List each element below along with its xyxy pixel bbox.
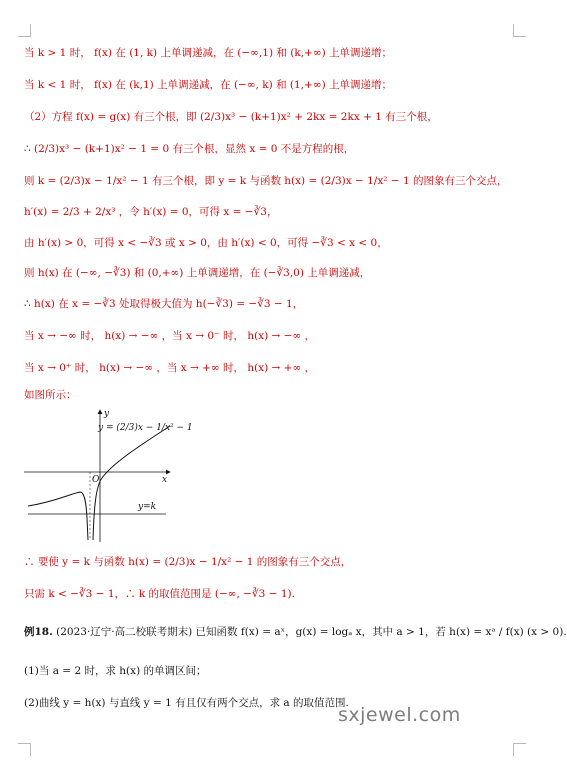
solution-line-8: 则 h(x) 在 (−∞, −∛3) 和 (0,+∞) 上单调递增，在 (−∛3,0) 上单调递减， [24,267,371,279]
example-tag: 例18. [24,626,53,638]
figure-caption: 如图所示： [24,389,77,401]
line-k-label: y=k [138,502,157,512]
solution-line-4: ∴ (2/3)x³ − (k+1)x² − 1 = 0 有三个根，显然 x = 0 不是方程的根， [24,143,355,155]
curve-right-branch [93,426,170,540]
example-question-2: (2)曲线 y = h(x) 与直线 y = 1 有且仅有两个交点，求 a 的取值范围. [24,697,349,709]
curve-label: y = (2/3)x − 1/x² − 1 [98,423,193,433]
solution-line-7: 由 h′(x) > 0，可得 x < −∛3 或 x > 0，由 h′(x) < 0，可得 −∛3 < x < 0， [24,237,388,249]
solution-line-10: 当 x → −∞ 时， h(x) → −∞ ，当 x → 0⁻ 时， h(x) → −∞ ， [24,330,316,342]
solution-line-5: 则 k = (2/3)x − 1/x² − 1 有三个根，即 y = k 与函数 h(x) = (2/3)x − 1/x² − 1 的图象有三个交点， [24,175,508,187]
solution-line-3: （2）方程 f(x) = g(x) 有三个根，即 (2/3)x³ − (k+1)x² + 2kx = 2kx + 1 有三个根， [24,111,438,123]
crop-mark-bottom-left [18,743,31,756]
solution-line-1: 当 k > 1 时， f(x) 在 (1, k) 上单调递减，在 (−∞,1) 和 (k,+∞) 上单调递增； [24,47,392,59]
solution-line-6: h′(x) = 2/3 + 2/x³ ，令 h′(x) = 0，可得 x = −∛3， [24,206,278,218]
example-text: (2023·辽宁·高二校联考期末) 已知函数 f(x) = aˣ，g(x) = logₐ x，其中 a > 1，若 h(x) = xᵃ / f(x) (x > 0). [56,626,567,638]
solution-line-9: ∴ h(x) 在 x = −∛3 处取得极大值为 h(−∛3) = −∛3 − 1， [24,298,304,310]
y-axis-label: y [104,409,110,419]
solution-line-2: 当 k < 1 时， f(x) 在 (k,1) 上单调递减，在 (−∞, k) 和 (1,+∞) 上单调递增； [24,79,392,91]
example-question-1: (1)当 a = 2 时，求 h(x) 的单调区间； [24,665,207,677]
x-axis-label: x [162,475,168,485]
example-header [24,625,567,639]
crop-mark-bottom-right [513,743,526,756]
function-graph [24,406,193,546]
watermark: sxjewel.com [338,704,461,726]
solution-line-11: 当 x → 0⁺ 时， h(x) → −∞ ，当 x → +∞ 时， h(x) → +∞ ， [24,362,316,374]
solution-line-12: ∴ 要使 y = k 与函数 h(x) = (2/3)x − 1/x² − 1 的图象有三个交点， [24,556,352,568]
curve-left-branch [28,492,88,540]
origin-label: O [92,475,100,485]
crop-mark-top-left [18,24,31,37]
crop-mark-top-right [513,24,526,37]
solution-line-13: 只需 k < −∛3 − 1，∴ k 的取值范围是 (−∞, −∛3 − 1). [24,588,295,600]
